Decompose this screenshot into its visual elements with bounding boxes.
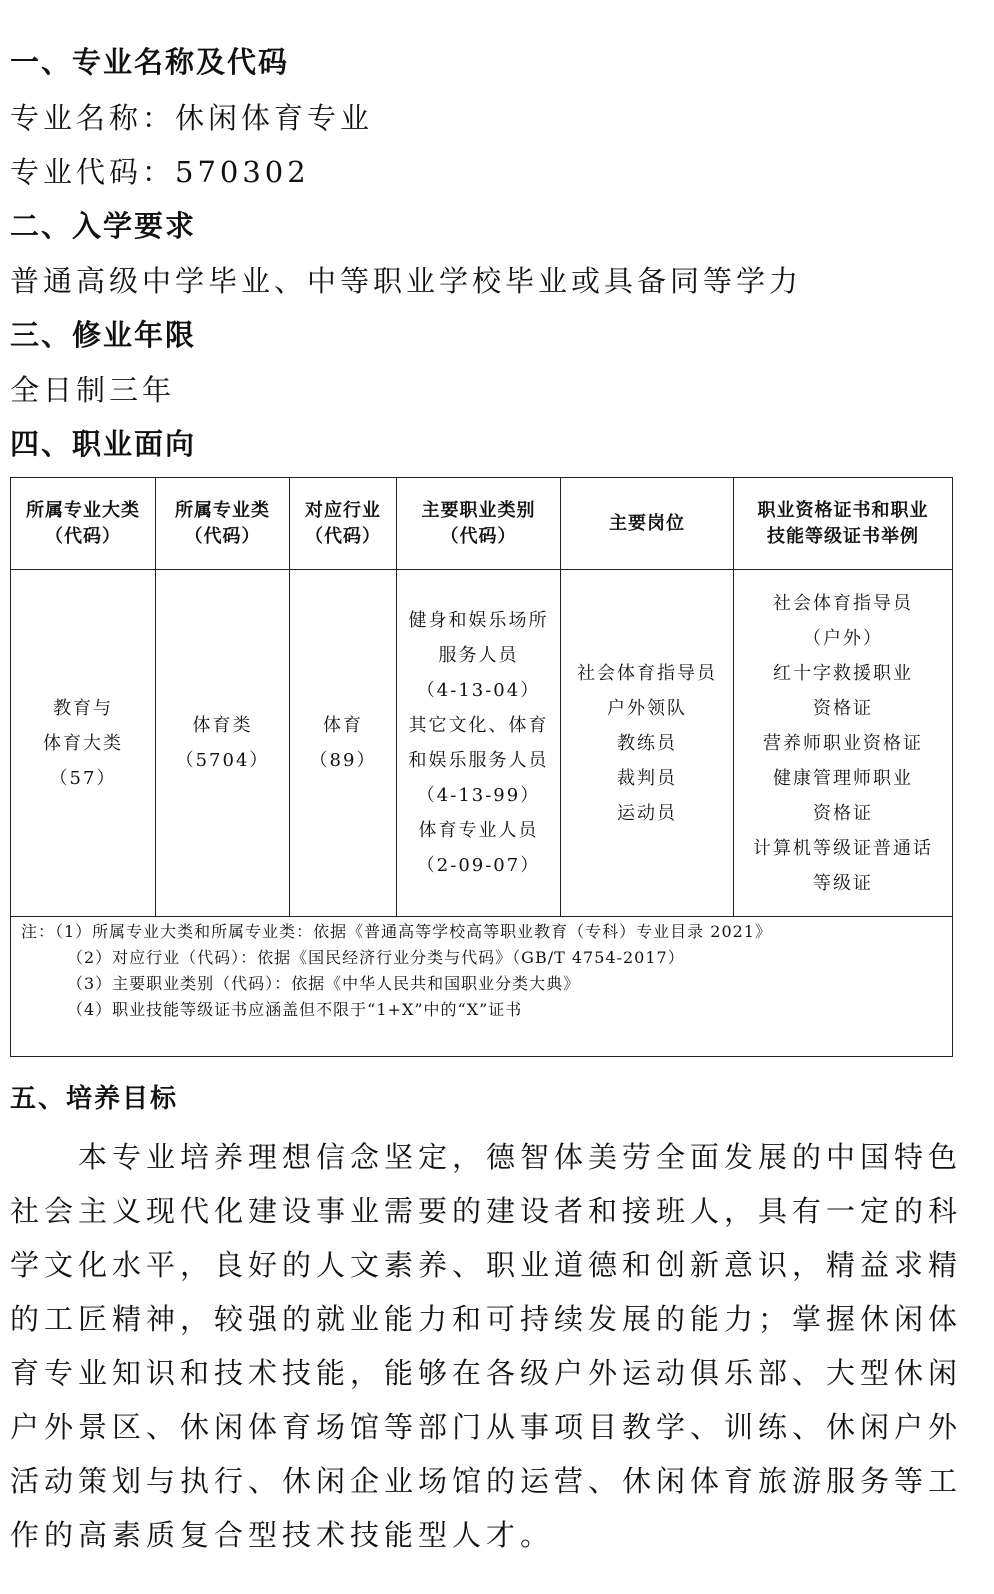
paragraph-line: 活动策划与执行、休闲企业场馆的运营、休闲体育旅游服务等工 — [10, 1464, 963, 1498]
table-notes-row — [11, 917, 953, 1057]
table-cell-major-category: 教育与 体育大类 （57） — [11, 570, 156, 917]
paragraph-line: 的工匠精神，较强的就业能力和可持续发展的能力；掌握休闲体 — [10, 1302, 963, 1336]
study-duration: 全日制三年 — [10, 373, 176, 407]
paragraph-line: 作的高素质复合型技术技能型人才。 — [10, 1518, 555, 1552]
note-line: （4）职业技能等级证书应涵盖但不限于“1+X”中的“X”证书 — [67, 1000, 523, 1019]
table-header-cell: 职业资格证书和职业 技能等级证书举例 — [734, 478, 953, 570]
table-header-row — [11, 478, 953, 570]
table-header-cell: 主要职业类别 （代码） — [397, 478, 561, 570]
section-heading-name-code: 一、专业名称及代码 — [10, 45, 290, 79]
table-header-cell: 对应行业 （代码） — [290, 478, 397, 570]
note-line: （3）主要职业类别（代码）：依据《中华人民共和国职业分类大典》 — [67, 974, 581, 993]
section-heading-admission: 二、入学要求 — [10, 209, 197, 243]
major-code: 专业代码：570302 — [10, 155, 310, 189]
occupation-table — [10, 477, 953, 1057]
note-line: （2）对应行业（代码）：依据《国民经济行业分类与代码》（GB/T 4754-2017） — [67, 948, 685, 967]
table-notes — [11, 917, 953, 1057]
paragraph-line: 社会主义现代化建设事业需要的建设者和接班人，具有一定的科 — [10, 1194, 963, 1228]
table-cell-industry: 体育 （89） — [290, 570, 397, 917]
major-name: 专业名称：休闲体育专业 — [10, 101, 374, 135]
paragraph-line: 户外景区、休闲体育场馆等部门从事项目教学、训练、休闲户外 — [10, 1410, 963, 1444]
table-cell-certificates: 社会体育指导员 （户外） 红十字救援职业 资格证 营养师职业资格证 健康管理师职业 资格证 计算机等级证普通话 等级证 — [734, 570, 953, 917]
table-cell-major-class: 体育类 （5704） — [156, 570, 290, 917]
section-heading-occupation: 四、职业面向 — [10, 427, 197, 461]
training-goal-paragraph — [10, 1130, 963, 1562]
table-cell-main-positions: 社会体育指导员 户外领队 教练员 裁判员 运动员 — [561, 570, 734, 917]
paragraph-line: 本专业培养理想信念坚定，德智体美劳全面发展的中国特色 — [10, 1140, 963, 1174]
table-header-cell: 所属专业大类 （代码） — [11, 478, 156, 570]
admission-requirement: 普通高级中学毕业、中等职业学校毕业或具备同等学力 — [10, 264, 803, 298]
section-heading-duration: 三、修业年限 — [10, 318, 197, 352]
table-header-cell: 主要岗位 — [561, 478, 734, 570]
paragraph-line: 育专业知识和技术技能，能够在各级户外运动俱乐部、大型休闲 — [10, 1356, 963, 1390]
paragraph-line: 学文化水平，良好的人文素养、职业道德和创新意识，精益求精 — [10, 1248, 963, 1282]
table-cell-occupation-category: 健身和娱乐场所 服务人员 （4-13-04） 其它文化、体育 和娱乐服务人员 （4-13-99） 体育专业人员 （2-09-07） — [397, 570, 561, 917]
table-header-cell: 所属专业类 （代码） — [156, 478, 290, 570]
table-row — [11, 570, 953, 917]
note-line: 注：（1）所属专业大类和所属专业类：依据《普通高等学校高等职业教育（专科）专业目录 2021》 — [21, 922, 772, 941]
section-heading-training-goal: 五、培养目标 — [10, 1084, 179, 1114]
